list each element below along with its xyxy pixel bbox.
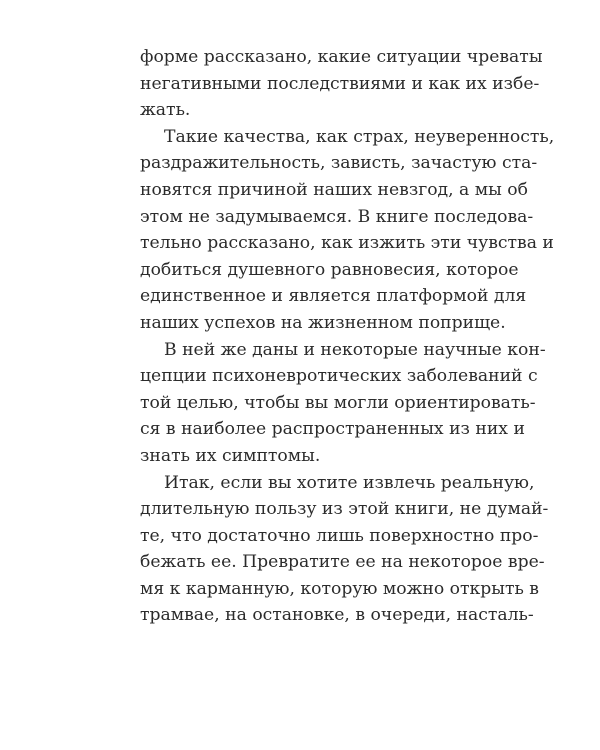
text-line: тельно рассказано, как изжить эти чувства и xyxy=(140,233,554,254)
text-line: В ней же даны и некоторые научные кон- xyxy=(164,339,546,360)
text-line: Такие качества, как страх, неуверенность, xyxy=(164,126,555,147)
text-line: наших успехов на жизненном поприще. xyxy=(140,312,506,333)
text-line: этом не задумываемся. В книге последова- xyxy=(140,206,534,227)
paragraph xyxy=(140,44,543,124)
text-line: раздражительность, зависть, зачастую ста- xyxy=(140,153,538,174)
text-line: добиться душевного равновесия, которое xyxy=(140,259,519,280)
text-line: форме рассказано, какие ситуации чреваты xyxy=(140,47,543,67)
text-line: мя к карманную, которую можно открыть в xyxy=(140,578,539,599)
text-line: новятся причиной наших невзгод, а мы об xyxy=(140,179,528,200)
text-line: единственное и является платформой для xyxy=(140,286,527,307)
text-line: трамвае, на остановке, в очереди, насталь- xyxy=(140,605,534,626)
text-line: цепции психоневротических заболеваний с xyxy=(140,366,538,387)
text-line: Итак, если вы хотите извлечь реальную, xyxy=(164,472,535,493)
text-line: той целью, чтобы вы могли ориентировать- xyxy=(140,392,536,413)
text-line: ся в наиболее распространенных из них и xyxy=(140,419,525,440)
text-line: негативными последствиями и как их избе- xyxy=(140,73,540,94)
paragraph xyxy=(140,124,555,337)
paragraph xyxy=(140,470,549,630)
text-line: длительную пользу из этой книги, не думай- xyxy=(140,499,549,520)
paragraph xyxy=(140,337,546,470)
text-line: бежать ее. Превратите ее на некоторое вре- xyxy=(140,552,545,573)
text-line: знать их симптомы. xyxy=(140,445,321,466)
text-line: жать. xyxy=(140,100,191,121)
text-column xyxy=(140,44,555,629)
text-line: те, что достаточно лишь поверхностно про- xyxy=(140,525,539,546)
